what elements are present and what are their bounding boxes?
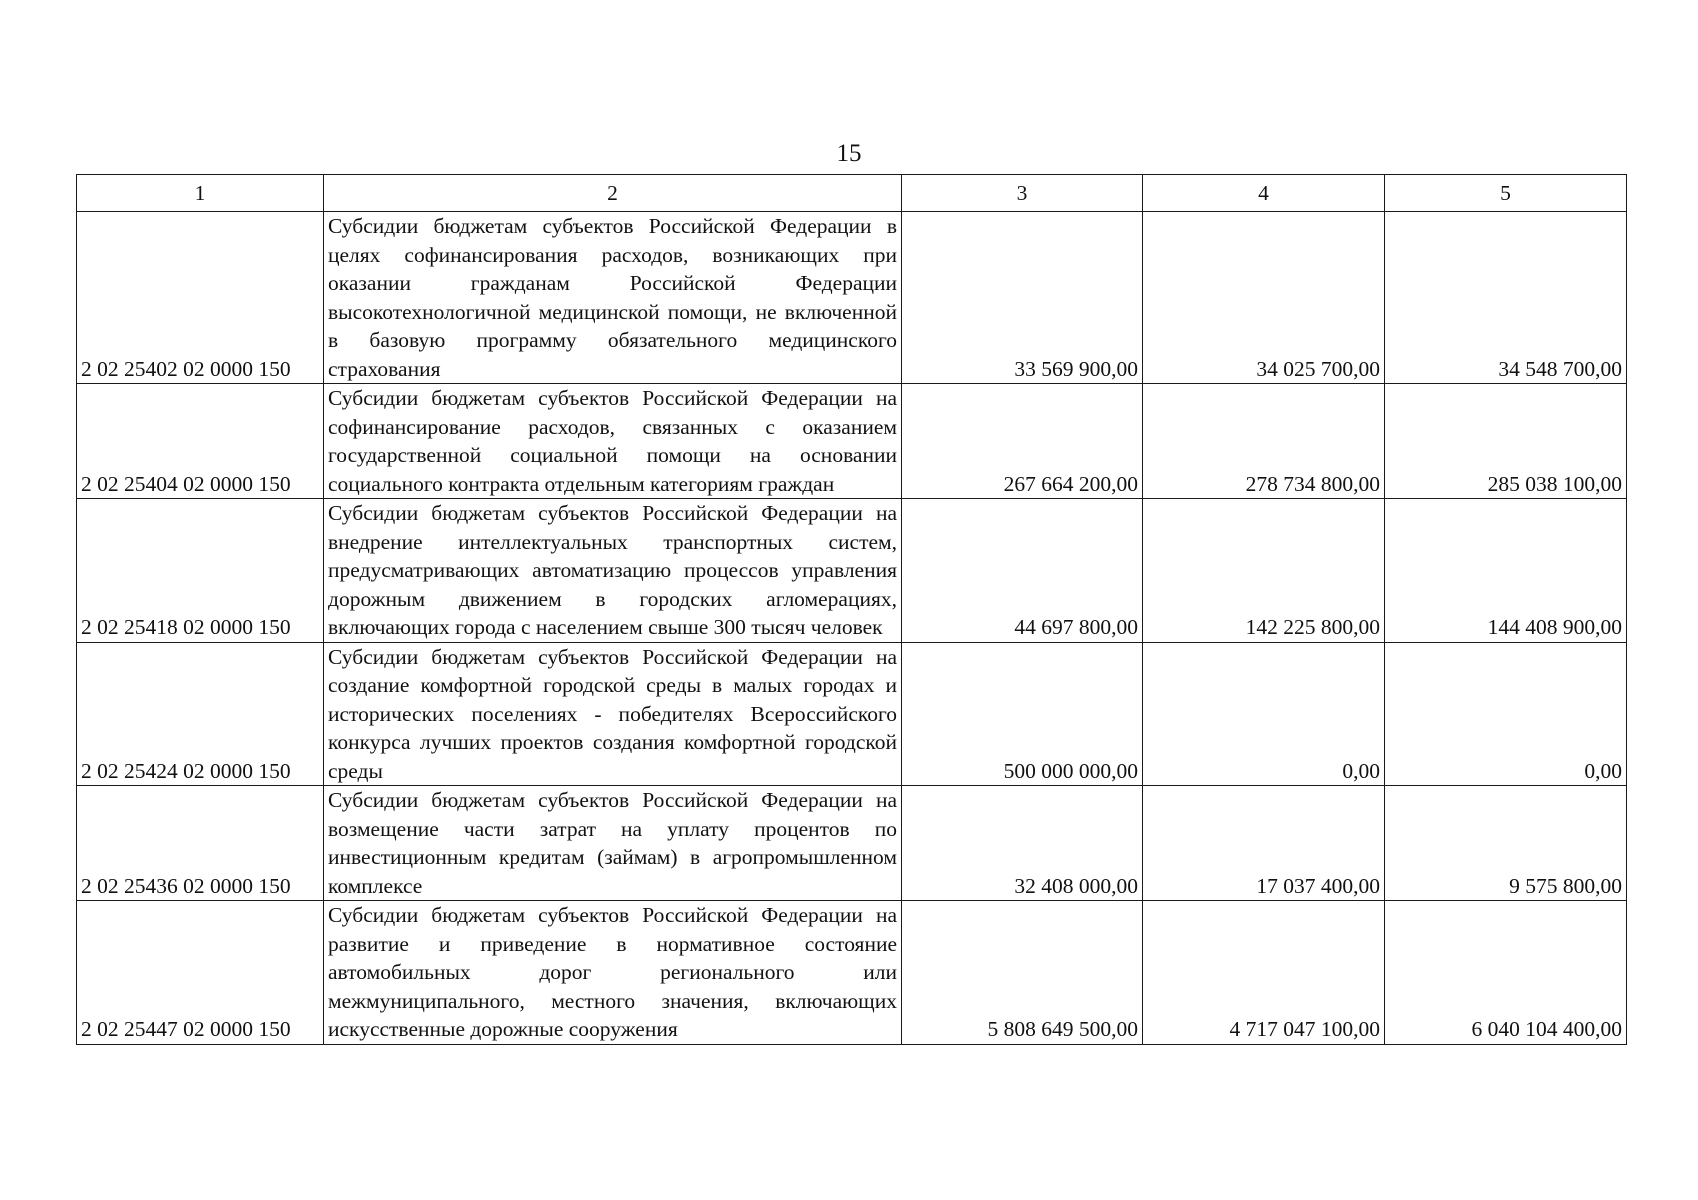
amount-col4-cell: 4 717 047 100,00: [1143, 901, 1385, 1045]
amount-col4-cell: 0,00: [1143, 642, 1385, 786]
column-header-5: 5: [1385, 175, 1627, 212]
column-header-1: 1: [77, 175, 324, 212]
amount-col3-cell: 500 000 000,00: [902, 642, 1143, 786]
budget-code-cell: 2 02 25418 02 0000 150: [77, 499, 324, 643]
amount-col4-cell: 142 225 800,00: [1143, 499, 1385, 643]
column-header-3: 3: [902, 175, 1143, 212]
description-cell: [324, 212, 902, 384]
description-cell: [324, 384, 902, 499]
table-header-row: [77, 175, 1627, 212]
amount-col4-cell: 17 037 400,00: [1143, 786, 1385, 901]
table-row: [77, 499, 1627, 643]
budget-revenue-table: [76, 174, 1627, 1045]
description-cell: [324, 499, 902, 643]
description-cell: [324, 901, 902, 1045]
budget-code-cell: 2 02 25424 02 0000 150: [77, 642, 324, 786]
amount-col5-cell: 6 040 104 400,00: [1385, 901, 1627, 1045]
amount-col3-cell: 267 664 200,00: [902, 384, 1143, 499]
amount-col5-cell: 0,00: [1385, 642, 1627, 786]
amount-col5-cell: 144 408 900,00: [1385, 499, 1627, 643]
table-row: [77, 212, 1627, 384]
column-header-4: 4: [1143, 175, 1385, 212]
description-text: Субсидии бюджетам субъектов Российской Федерации на развитие и приведение в нормативное состояние автомобильных дорог регионального или межмуниципального, местного значения, включающих искусственные дорожные сооружения: [328, 903, 897, 1041]
description-text: Субсидии бюджетам субъектов Российской Федерации на возмещение части затрат на уплату процентов по инвестиционным кредитам (займам) в агропромышленном комплексе: [328, 788, 897, 898]
table-row: [77, 642, 1627, 786]
table-row: [77, 786, 1627, 901]
column-header-2: 2: [324, 175, 902, 212]
amount-col5-cell: 34 548 700,00: [1385, 212, 1627, 384]
amount-col3-cell: 44 697 800,00: [902, 499, 1143, 643]
amount-col5-cell: 9 575 800,00: [1385, 786, 1627, 901]
table-row: [77, 384, 1627, 499]
page-number: 15: [836, 140, 862, 167]
amount-col4-cell: 278 734 800,00: [1143, 384, 1385, 499]
description-text: Субсидии бюджетам субъектов Российской Федерации на создание комфортной городской среды в малых городах и исторических поселениях - победителях Всероссийского конкурса лучших проектов создания комфортной городской среды: [328, 644, 897, 783]
description-cell: [324, 786, 902, 901]
budget-code-cell: 2 02 25436 02 0000 150: [77, 786, 324, 901]
description-cell: [324, 642, 902, 786]
budget-code-cell: 2 02 25447 02 0000 150: [77, 901, 324, 1045]
amount-col3-cell: 5 808 649 500,00: [902, 901, 1143, 1045]
budget-code-cell: 2 02 25402 02 0000 150: [77, 212, 324, 384]
description-text: Субсидии бюджетам субъектов Российской Федерации на внедрение интеллектуальных транспортных систем, предусматривающих автоматизацию процессов управления дорожным движением в городских агломерациях, включающих города с населением свыше 300 тысяч человек: [328, 501, 897, 639]
amount-col5-cell: 285 038 100,00: [1385, 384, 1627, 499]
amount-col3-cell: 33 569 900,00: [902, 212, 1143, 384]
amount-col4-cell: 34 025 700,00: [1143, 212, 1385, 384]
table-row: [77, 901, 1627, 1045]
description-text: Субсидии бюджетам субъектов Российской Федерации в целях софинансирования расходов, возникающих при оказании гражданам Российской Федерации высокотехнологичной медицинской помощи, не включенной в базовую программу обязательного медицинского страхования: [328, 214, 897, 381]
amount-col3-cell: 32 408 000,00: [902, 786, 1143, 901]
budget-code-cell: 2 02 25404 02 0000 150: [77, 384, 324, 499]
description-text: Субсидии бюджетам субъектов Российской Федерации на софинансирование расходов, связанных с оказанием государственной социальной помощи на основании социального контракта отдельным категориям граждан: [328, 386, 897, 496]
